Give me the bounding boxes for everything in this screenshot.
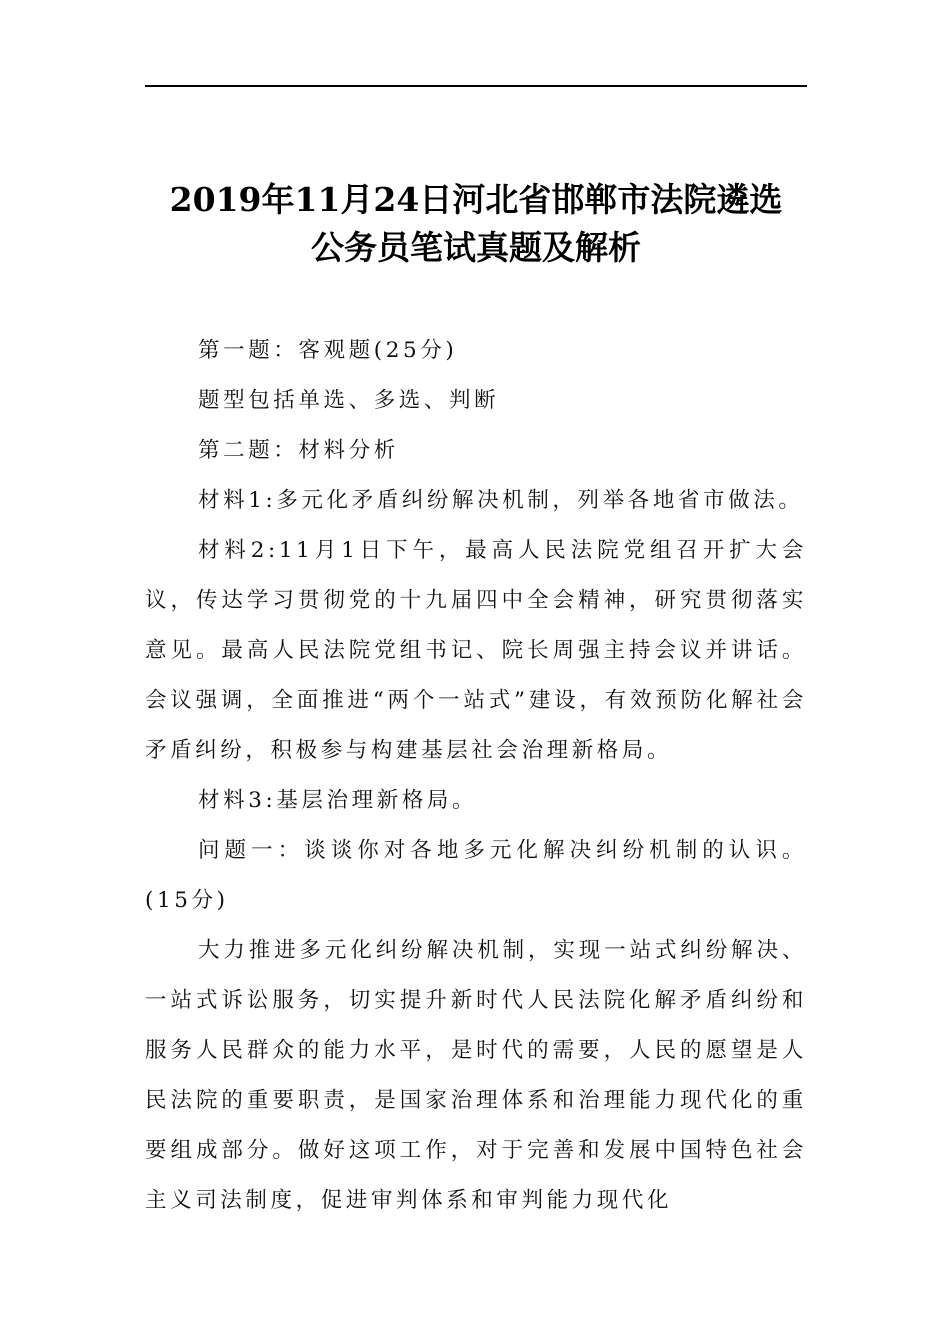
paragraph-question-1: 问题一：谈谈你对各地多元化解决纠纷机制的认识。(15分) xyxy=(145,838,807,913)
paragraph-question-types: 题型包括单选、多选、判断 xyxy=(198,388,500,413)
paragraph-material-1: 材料1:多元化矛盾纠纷解决机制，列举各地省市做法。 xyxy=(198,488,804,513)
paragraph-answer-1: 大力推进多元化纠纷解决机制，实现一站式纠纷解决、一站式诉讼服务，切实提升新时代人民法院化解矛盾纠纷和服务人民群众的能力水平，是时代的需要，人民的愿望是人民法院的重要职责，是国家治理体系和治理能力现代化的重要组成部分。做好这项工作，对于完善和发展中国特色社会主义司法制度，促进审判体系和审判能力现代化 xyxy=(145,938,807,1213)
header-rule xyxy=(145,85,807,87)
paragraph-section-1: 第一题：客观题(25分) xyxy=(198,338,458,363)
title-line-2: 公务员笔试真题及解析 xyxy=(311,228,641,267)
paragraph-material-2: 材料2:11月1日下午，最高人民法院党组召开扩大会议，传达学习贯彻党的十九届四中全会精神，研究贯彻落实意见。最高人民法院党组书记、院长周强主持会议并讲话。会议强调，全面推进“两个一站式”建设，有效预防化解社会矛盾纠纷，积极参与构建基层社会治理新格局。 xyxy=(145,538,807,763)
document-body xyxy=(145,326,807,1226)
paragraph-section-2: 第二题：材料分析 xyxy=(198,438,399,463)
paragraph-material-3: 材料3:基层治理新格局。 xyxy=(198,788,478,813)
title-line-1: 2019年11月24日河北省邯郸市法院遴选 xyxy=(169,180,783,219)
document-title xyxy=(120,176,832,272)
